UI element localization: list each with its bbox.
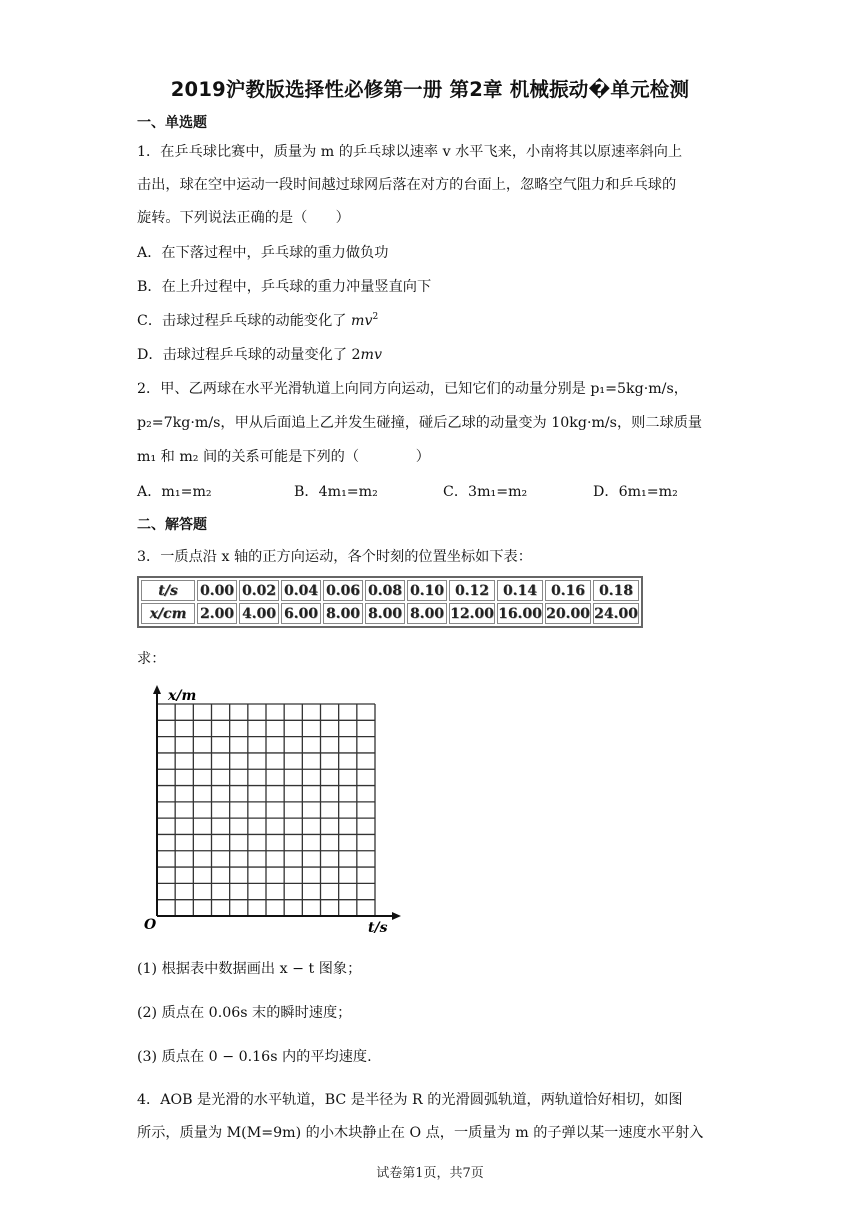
q3-sub-3: (3) 质点在 0 − 0.16s 内的平均速度. [137,1049,372,1065]
q1-option-d-text: D．击球过程乒乓球的动量变化了 2 [137,347,361,363]
table-cell: 0.02 [239,580,279,601]
q2-line-2: p₂=7kg·m/s，甲从后面追上乙并发生碰撞，碰后乙球的动量变为 10kg·m/s，则二球质量 [137,415,703,431]
x-axis-arrow-icon [392,912,401,920]
graph-svg [144,684,404,934]
q1-option-d-math: mv [360,347,383,363]
table-cell: 8.00 [365,603,405,624]
q4-line-1: 4．AOB 是光滑的水平轨道，BC 是半径为 R 的光滑圆弧轨道，两轨道恰好相切，如图 [137,1092,683,1108]
table-cell: 0.14 [497,580,543,601]
y-axis-label: x/m [168,688,197,704]
q1-option-b: B．在上升过程中，乒乓球的重力冲量竖直向下 [137,279,432,295]
q2-option-d: D．6m₁=m₂ [593,484,678,500]
q2-line-3: m₁ 和 m₂ 间的关系可能是下列的（ ） [137,449,430,465]
q3-ask: 求： [137,651,166,667]
q2-line-1: 2．甲、乙两球在水平光滑轨道上向同方向运动，已知它们的动量分别是 p₁=5kg·m/s， [137,381,688,397]
table-cell: 0.06 [323,580,363,601]
table-cell: 0.16 [545,580,591,601]
table-row [141,603,639,624]
table-cell: 16.00 [497,603,543,624]
table-cell: 0.04 [281,580,321,601]
q2-option-a: A．m₁=m₂ [137,484,212,500]
page-footer: 试卷第1页，共7页 [376,1166,484,1181]
section-heading-answer: 二、解答题 [137,517,207,533]
table-cell: 12.00 [449,603,495,624]
position-data-table [137,576,643,628]
table-cell: 8.00 [407,603,447,624]
table-cell: 0.08 [365,580,405,601]
q3-sub-2: (2) 质点在 0.06s 末的瞬时速度； [137,1005,352,1021]
q1-option-d [137,344,382,364]
q2-option-b: B．4m₁=m₂ [294,484,378,500]
q1-option-c-sup: 2 [372,312,379,322]
q3-sub-1: (1) 根据表中数据画出 x − t 图象； [137,961,362,977]
table-cell: 0.18 [593,580,639,601]
y-axis-arrow-icon [153,685,161,694]
x-axis-label: t/s [368,920,388,934]
blank-xt-graph [144,684,404,934]
page-title: 2019沪教版选择性必修第一册 第2章 机械振动�单元检测 [170,78,690,101]
q1-line-3: 旋转。下列说法正确的是（ ） [137,210,350,226]
q4-line-2: 所示，质量为 M(M=9m) 的小木块静止在 O 点，一质量为 m 的子弹以某一速度水平射入 [137,1125,704,1141]
table-header-x: x/cm [141,603,195,624]
table-cell: 24.00 [593,603,639,624]
q1-line-1: 1．在乒乓球比赛中，质量为 m 的乒乓球以速率 v 水平飞来，小南将其以原速率斜向上 [137,144,683,160]
table-header-t: t/s [141,580,195,601]
table-cell: 0.10 [407,580,447,601]
table-cell: 8.00 [323,603,363,624]
table-cell: 20.00 [545,603,591,624]
q1-option-c-math: mv [351,313,373,329]
origin-label: O [144,917,157,933]
table-row [141,580,639,601]
table-cell: 4.00 [239,603,279,624]
q3-line-1: 3．一质点沿 x 轴的正方向运动，各个时刻的位置坐标如下表： [137,549,532,565]
q1-option-c-text: C．击球过程乒乓球的动能变化了 [137,313,351,329]
table-cell: 6.00 [281,603,321,624]
q1-option-c [137,310,378,330]
q2-option-c: C．3m₁=m₂ [443,484,528,500]
table-cell: 2.00 [197,603,237,624]
section-heading-single-choice: 一、单选题 [137,115,207,131]
q1-option-a: A．在下落过程中，乒乓球的重力做负功 [137,245,389,261]
table-cell: 0.12 [449,580,495,601]
q1-line-2: 击出，球在空中运动一段时间越过球网后落在对方的台面上，忽略空气阻力和乒乓球的 [137,177,677,193]
table-cell: 0.00 [197,580,237,601]
graph-grid [157,704,375,916]
